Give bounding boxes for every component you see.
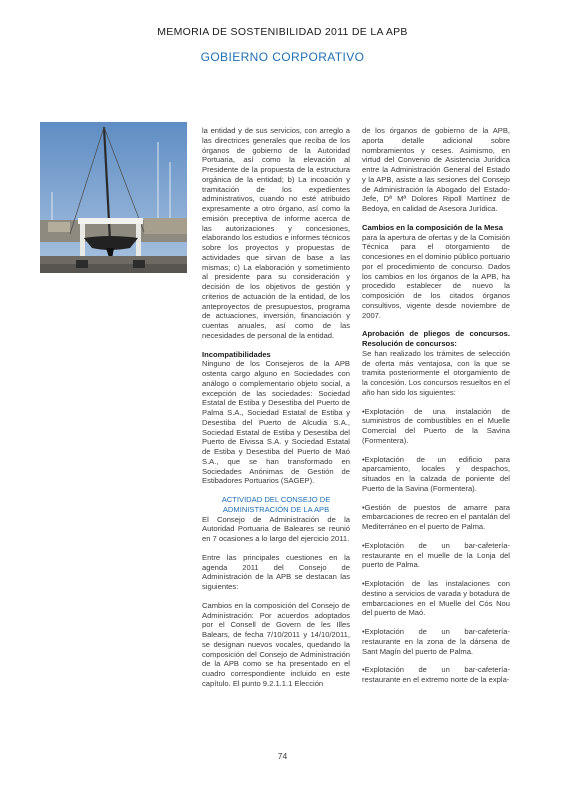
left-column (202, 126, 350, 689)
list-item: •Explotación de un bar-cafetería-restaurante en el extremo norte de la expla- (362, 665, 510, 684)
paragraph: Cambios en la composición del Consejo de Administración: Por acuerdos adoptados por el Consell de Govern de les Illes Balears, de fecha 7/10/2011 y 14/10/2011, se designan nuevos vocales, quedando la composición del Consejo de Administración de la APB como se ha presentado en el cuadro correspondiente incluido en este capítulo. El punto 9.2.1.1.1 Elección (202, 600, 350, 688)
paragraph: Ninguno de los Consejeros de la APB ostenta cargo alguno en Sociedades con análogo o complementario objeto social, a excepción de las sociedades: Sociedad Estatal de Estiba y Desestiba del Puerto de Palma S.A., Sociedad Estatal de Estiba y Desestiba del Puerto de Alcudia S.A., Sociedad Estatal de Estiba y Desestiba del Puerto de Eivissa S.A. y Sociedad Estatal de Estiba y Desestiba del Puerto de Maó S.A., que se han transformado en Sociedades Anónimas de Gestión de Estibadores Portuarios (SAGEP). (202, 359, 350, 486)
paragraph: para la apertura de ofertas y de la Comisión Técnica para el otorgamiento de concesiones en el dominio público portuario por el procedimiento de concurso. Dados los cambios en los órganos de la APB, ha procedido establecer de nuevo la composición de los citados órganos consultivos, vigente desde noviembre de 2007. (362, 232, 510, 320)
paragraph: El Consejo de Administración de la Autoridad Portuaria de Baleares se reunió en 7 ocasiones a lo largo del ejercicio 2011. (202, 514, 350, 543)
paragraph: de los órganos de gobierno de la APB, aporta detalle adicional sobre nombramientos y ceses. Asimismo, en virtud del Convenio de Asistencia Jurídica entre la Administración General del Estado y la APB, asiste a las sesiones del Consejo de Administración la Abogado del Estado-Jefe, Dª Mª Dolores Ripoll Martínez de Bedoya, en calidad de Asesora Jurídica. (362, 126, 510, 213)
paragraph: Se han realizado los trámites de selección de oferta más ventajosa, con la que se tramita posteriormente el otorgamiento de la concesión. Los concursos resueltos en el año han sido los siguientes: (362, 348, 510, 397)
page-number: 74 (277, 751, 288, 761)
list-item: •Gestión de puestos de amarre para embarcaciones de recreo en el pantalán del Mediterráneo en el puerto de Palma. (362, 502, 510, 531)
list-item: •Explotación de una instalación de suministros de combustibles en el Muelle Comercial del Puerto de la Savina (Formentera). (362, 406, 510, 445)
list-item: •Explotación de un bar-cafetería-restaurante en la zona de la dársena de Sant Magín del puerto de Palma. (362, 627, 510, 656)
paragraph: la entidad y de sus servicios, con arreglo a las directrices generales que reciba de los órganos de gobierno de la Autoridad Portuaria, así como la elevación al Presidente de la propuesta de la estructura orgánica de la entidad; b) La incoación y tramitación de los expedientes administrativos, cuando no esté atribuido expresamente a otro órgano, así como la emisión preceptiva de informe acerca de las autorizaciones y concesiones, elaborando los estudios e informes técnicos sobre los proyectos y propuestas de actividades que sirvan de base a las mismas; c) La elaboración y sometimiento al presidente para su consideración y decisión de los objetivos de gestión y criterios de actuación de la entidad, de los anteproyectos de presupuestos, programa de actuaciones, inversión, financiación y cuentas anuales, así como de las necesidades de personal de la entidad. (202, 126, 350, 340)
list-item: •Explotación de un edificio para aparcamiento, locales y despachos, situados en la calzada de poniente del Puerto de la Savina (Formentera). (362, 454, 510, 493)
subheading-incompatibilidades: Incompatibilidades (202, 349, 271, 359)
subheading-actividad-consejo: ACTIVIDAD DEL CONSEJO DE ADMINISTRACIÓN DE LA APB (221, 495, 331, 514)
list-item: •Explotación de un bar-cafetería-restaurante en el muelle de la Lonja del puerto de Palma. (362, 540, 510, 570)
running-head: MEMORIA DE SOSTENIBILIDAD 2011 DE LA APB (157, 26, 408, 38)
boat-lift-photo (40, 122, 187, 273)
list-item: •Explotación de las instalaciones con destino a servicios de varada y botadura de embarcaciones en el Muelle del Cós Nou del puerto de Maó. (362, 579, 510, 618)
paragraph: Entre las principales cuestiones en la agenda 2011 del Consejo de Administración de la APB se destacan las siguientes: (202, 552, 350, 591)
right-column (362, 126, 510, 685)
subheading-mesa: Cambios en la composición de la Mesa (362, 222, 503, 232)
subheading-pliegos: Aprobación de pliegos de concursos. Resolución de concursos: (362, 329, 510, 348)
section-title: GOBIERNO CORPORATIVO (200, 50, 365, 64)
